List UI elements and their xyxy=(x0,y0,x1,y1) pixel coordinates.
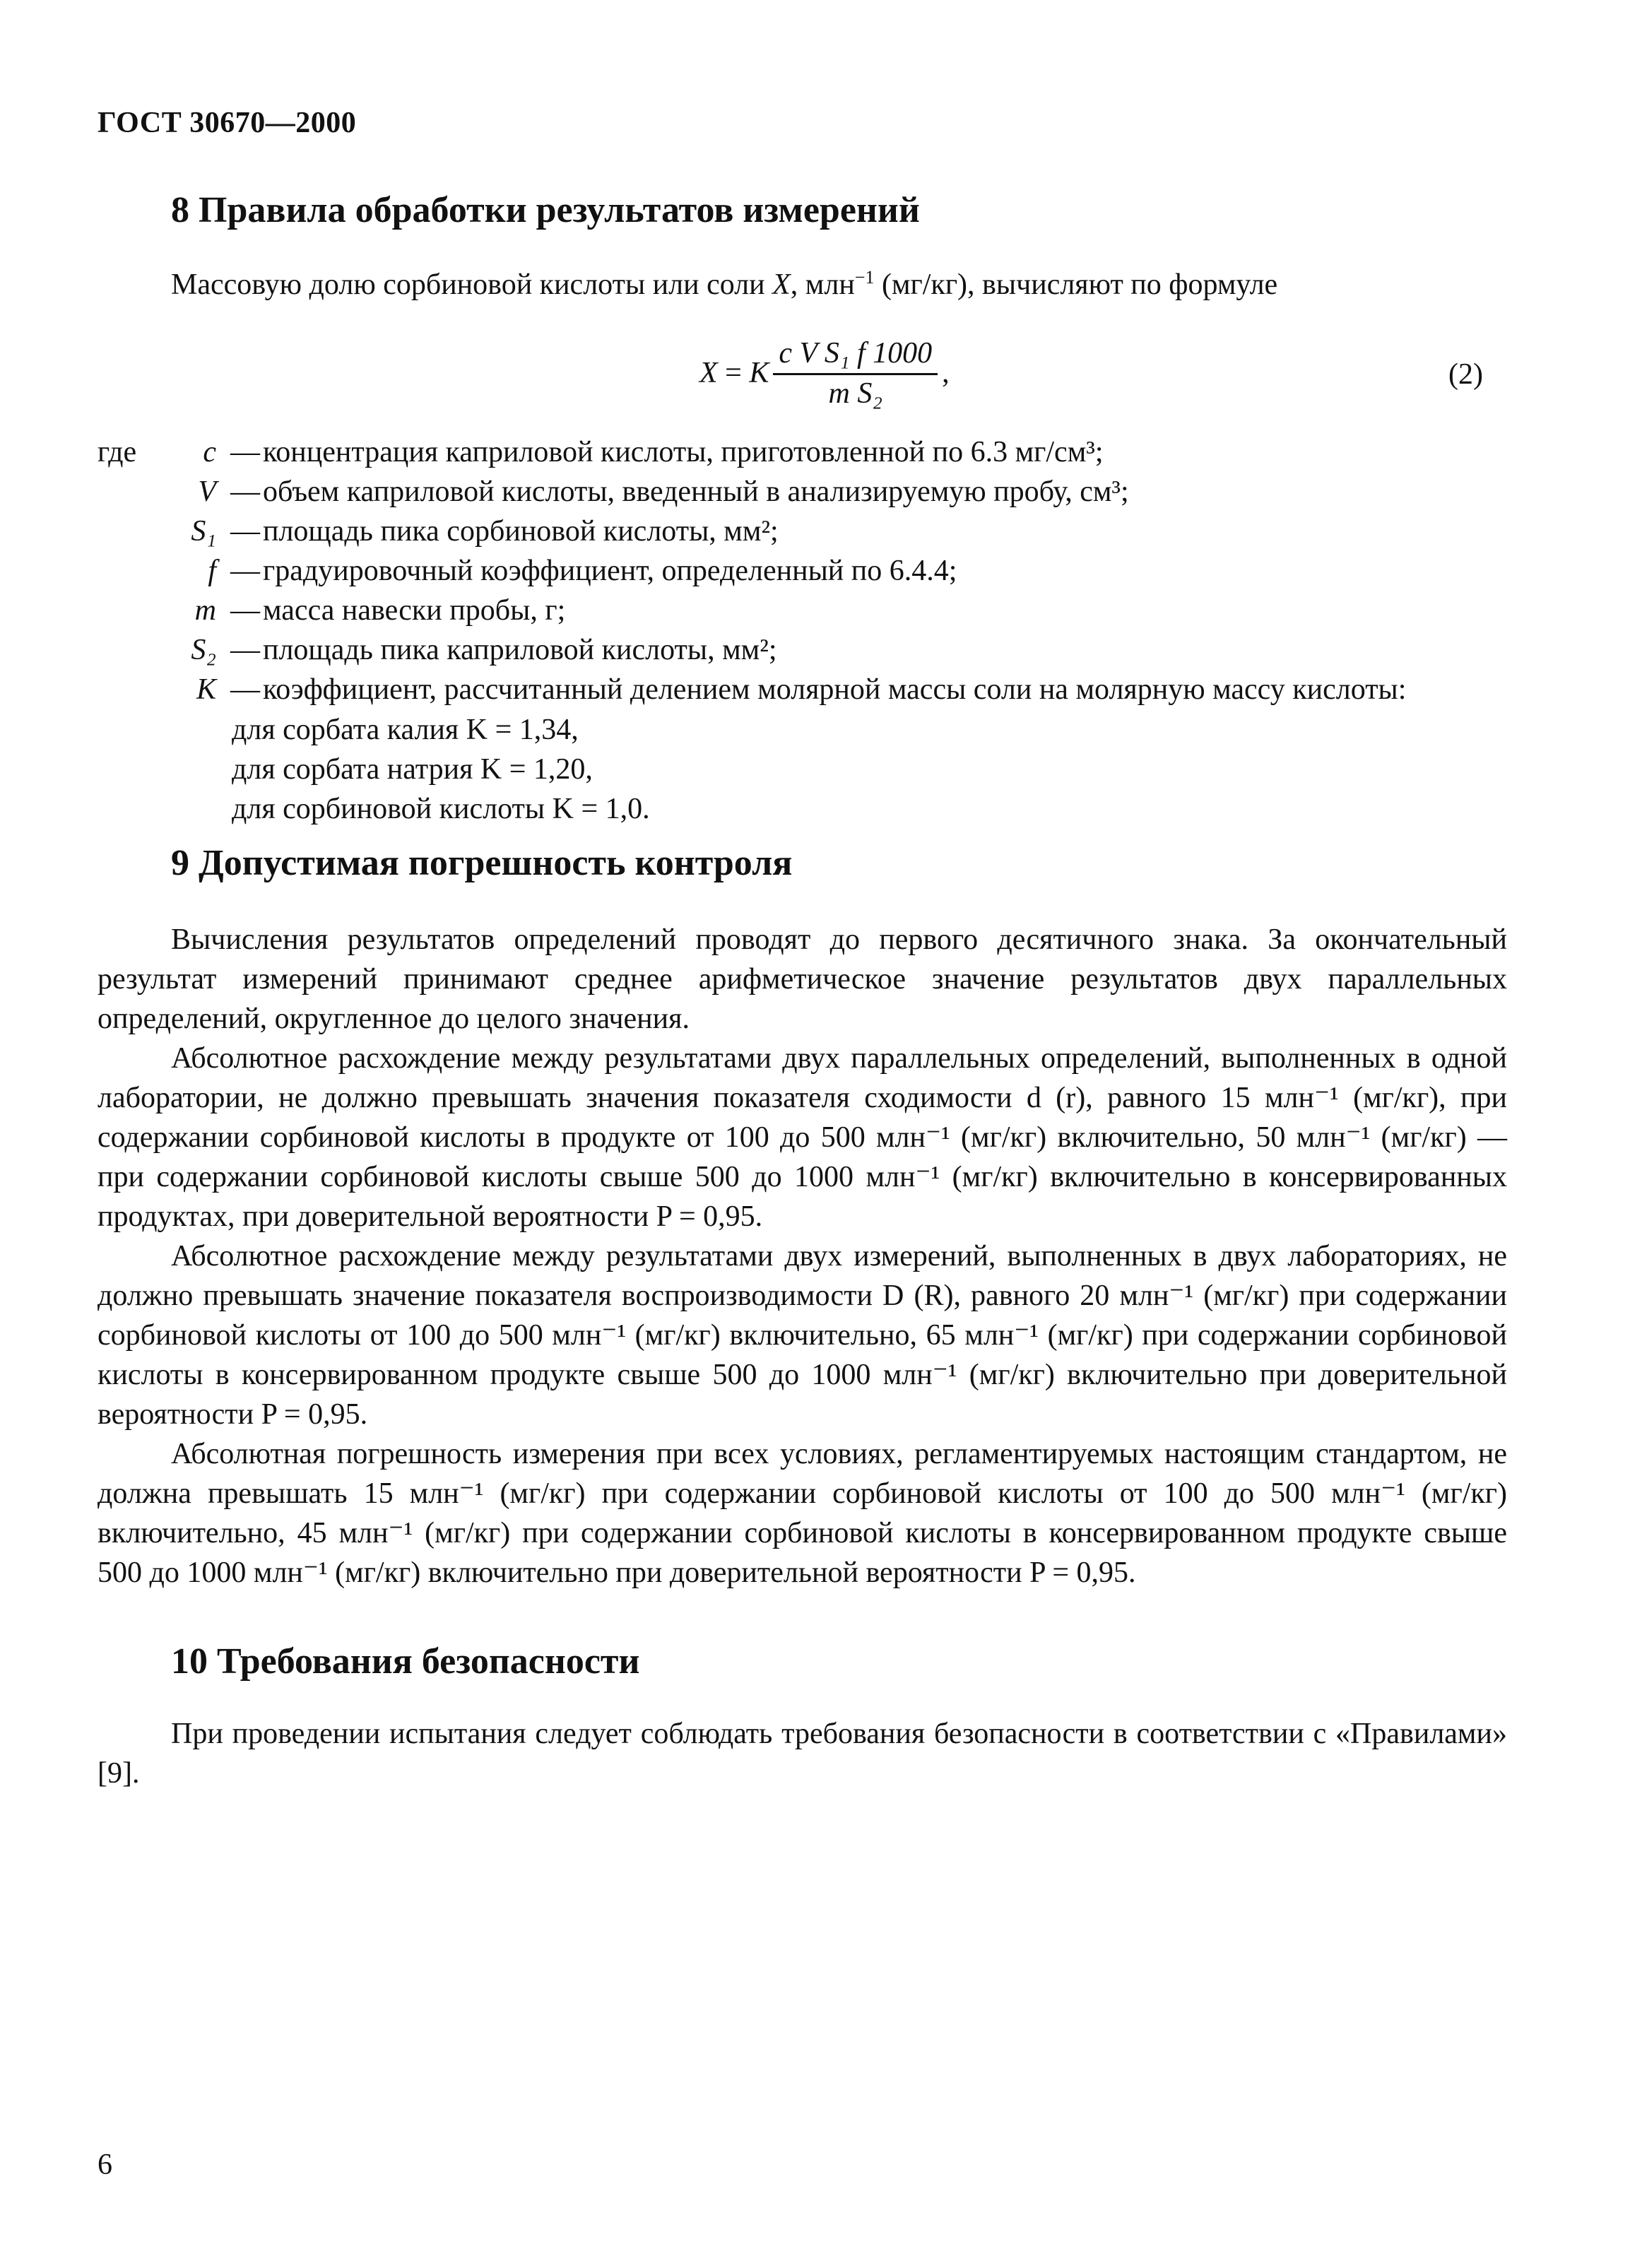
section-8-intro xyxy=(171,265,1277,305)
section-10-paragraph-1: При проведении испытания следует соблюдать требования безопасности в соответствии с «Правилами» [9]. xyxy=(98,1718,1507,1790)
intro-text-a: Массовую долю сорбиновой кислоты или соли xyxy=(171,268,773,301)
definition-text: площадь пика сорбиновой кислоты, мм²; xyxy=(263,515,779,548)
definition-text: площадь пика каприловой кислоты, мм²; xyxy=(263,634,777,666)
definition-row xyxy=(98,630,1511,670)
definition-dash: — xyxy=(230,515,260,548)
definition-dash: — xyxy=(230,436,260,468)
definition-row xyxy=(98,512,1511,551)
section-8-title: 8 Правила обработки результатов измерений xyxy=(171,190,920,230)
definition-dash: — xyxy=(230,673,260,706)
intro-text-b: , млн xyxy=(790,268,855,301)
document-code: ГОСТ 30670—2000 xyxy=(98,107,357,139)
definition-text: объем каприловой кислоты, введенный в анализируемую пробу, см³; xyxy=(263,476,1129,508)
definition-dash: — xyxy=(230,634,260,666)
k-value-sodium: для сорбата натрия K = 1,20, xyxy=(232,753,593,786)
definition-symbol: V xyxy=(198,476,216,508)
definition-text: масса навески пробы, г; xyxy=(263,594,566,627)
page-number: 6 xyxy=(98,2149,112,2181)
equation-number: (2) xyxy=(1448,358,1483,391)
section-9-paragraph-4: Абсолютная погрешность измерения при всех условиях, регламентируемых настоящим стандартом, не должна превышать 15 млн⁻¹ (мг/кг) при содержании сорбиновой кислоты от 100 до 500 млн⁻¹ (мг/кг) включительно, 45 млн⁻¹ (мг/кг) при содержании сорбиновой кислоты в консервированном продукте свыше 500 до 1000 млн⁻¹ (мг/кг) включительно при доверительной вероятности P = 0,95. xyxy=(98,1438,1507,1589)
definition-dash: — xyxy=(230,594,260,627)
definition-text: концентрация каприловой кислоты, приготовленной по 6.3 мг/см³; xyxy=(263,436,1104,468)
definition-symbol: c xyxy=(203,436,216,468)
definition-row xyxy=(98,670,1511,709)
where-label: где xyxy=(98,436,137,468)
definition-dash: — xyxy=(230,476,260,508)
definition-dash: — xyxy=(230,555,260,587)
definition-row xyxy=(98,472,1511,512)
formula xyxy=(699,331,950,415)
definition-row xyxy=(98,591,1511,630)
formula-coefficient: K xyxy=(749,357,769,389)
formula-fraction xyxy=(773,336,938,411)
definition-row xyxy=(98,432,1511,472)
intro-superscript: −1 xyxy=(854,267,875,288)
definition-symbol: f xyxy=(208,555,216,587)
formula-comma: , xyxy=(942,357,950,389)
k-value-acid: для сорбиновой кислоты K = 1,0. xyxy=(232,793,650,825)
section-9-paragraph-3: Абсолютное расхождение между результатами двух измерений, выполненных в двух лабораториях, не должно превышать значение показателя воспроизводимости D (R), равного 20 млн⁻¹ (мг/кг) при содержании сорбиновой кислоты от 100 до 500 млн⁻¹ (мг/кг) включительно, 65 млн⁻¹ (мг/кг) при содержании сорбиновой кислоты в консервированном продукте свыше 500 до 1000 млн⁻¹ (мг/кг) включительно при доверительной вероятности P = 0,95. xyxy=(98,1240,1507,1431)
k-value-potassium: для сорбата калия K = 1,34, xyxy=(232,714,579,746)
formula-equals: = xyxy=(717,357,750,389)
definition-symbol: K xyxy=(196,673,216,706)
definition-row xyxy=(98,551,1511,591)
formula-denominator: m S₂ xyxy=(828,377,882,410)
section-9-title: 9 Допустимая погрешность контроля xyxy=(171,843,793,883)
definition-symbol: m xyxy=(194,594,216,627)
intro-text-c: (мг/кг), вычисляют по формуле xyxy=(874,268,1278,301)
formula-lhs: X xyxy=(699,357,718,389)
definition-text: коэффициент, рассчитанный делением молярной массы соли на молярную массу кислоты: xyxy=(263,673,1407,706)
section-9-paragraph-1: Вычисления результатов определений проводят до первого десятичного знака. За окончательный результат измерений принимают среднее арифметическое значение результатов двух параллельных определений, округленное до целого значения. xyxy=(98,923,1507,1035)
definition-text: градуировочный коэффициент, определенный по 6.4.4; xyxy=(263,555,957,587)
formula-numerator: c V S₁ f 1000 xyxy=(773,336,938,375)
section-9-paragraph-2: Абсолютное расхождение между результатами двух параллельных определений, выполненных в одной лаборатории, не должно превышать значения показателя сходимости d (r), равного 15 млн⁻¹ (мг/кг), при содержании сорбиновой кислоты в продукте от 100 до 500 млн⁻¹ (мг/кг) включительно, 50 млн⁻¹ (мг/кг) — при содержании сорбиновой кислоты свыше 500 до 1000 млн⁻¹ (мг/кг) включительно в консервированных продуктах, при доверительной вероятности P = 0,95. xyxy=(98,1042,1507,1233)
definition-symbol: S₂ xyxy=(191,634,216,666)
intro-variable: X xyxy=(772,268,791,301)
definition-symbol: S₁ xyxy=(191,515,216,548)
section-10-title: 10 Требования безопасности xyxy=(171,1641,640,1682)
